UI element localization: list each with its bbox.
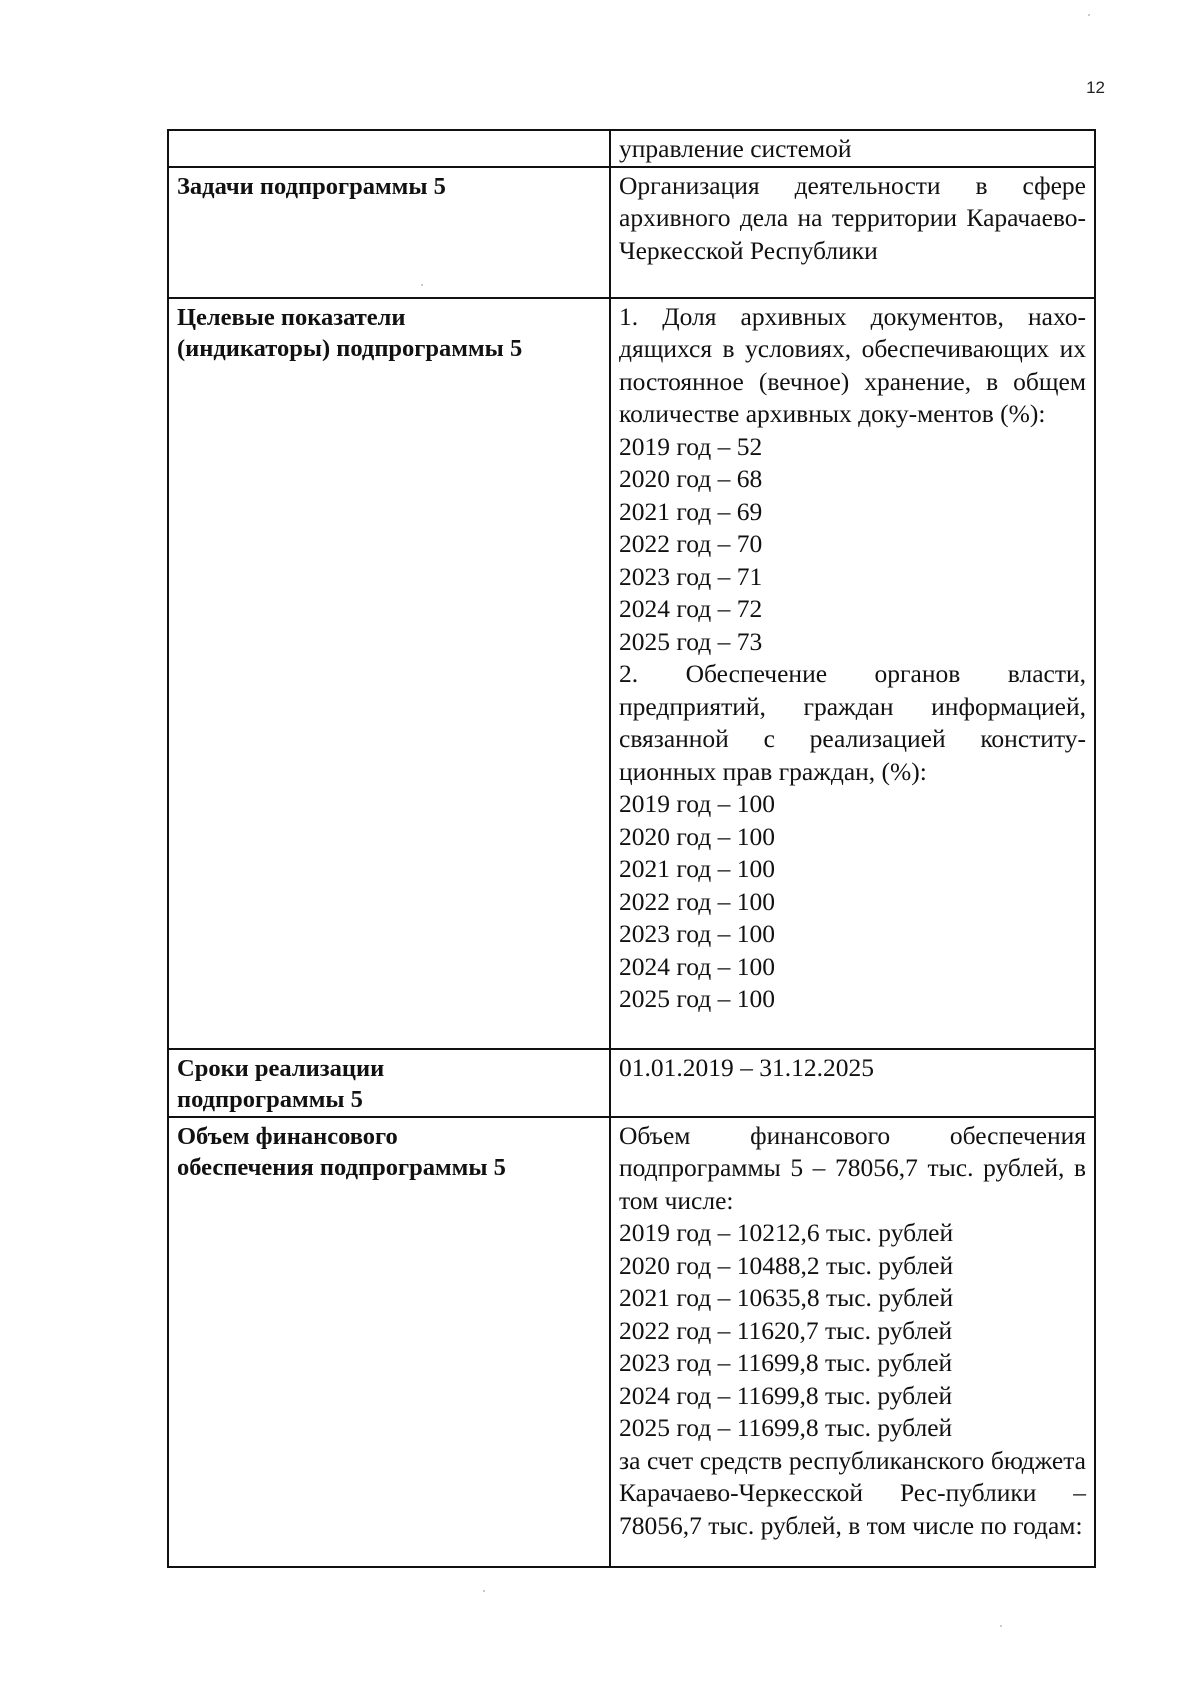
indicator-2-value: 2022 год – 100 bbox=[619, 886, 775, 916]
funding-year-value: 2025 год – 11699,8 тыс. рублей bbox=[619, 1413, 953, 1442]
scan-speck bbox=[1088, 14, 1090, 16]
row-label-cell bbox=[168, 1049, 610, 1117]
indicator-2-value: 2020 год – 100 bbox=[619, 821, 775, 851]
funding-year-value: 2021 год – 10635,8 тыс. рублей bbox=[619, 1283, 954, 1312]
row-content-cell bbox=[610, 298, 1095, 1049]
funding-budget-text: за счет средств республиканского бюджета Карачаево-Черкесской Рес-публики – 78056,7 тыс. рублей, в том числе по годам: bbox=[619, 1445, 1086, 1540]
page-number: 12 bbox=[1086, 78, 1105, 97]
row-label-cell bbox=[168, 298, 610, 1049]
indicator-1-text: 1. Доля архивных документов, нахо-дящихся в условиях, обеспечивающих их постоянное (вечное) хранение, в общем количестве архивных доку-ментов (%): bbox=[619, 301, 1086, 428]
row-label-cell bbox=[168, 130, 610, 167]
row-label: Объем финансового обеспечения подпрограммы 5 bbox=[177, 1122, 506, 1181]
row-content-cell bbox=[610, 1049, 1095, 1117]
indicator-2-value: 2024 год – 100 bbox=[619, 951, 775, 981]
scan-speck bbox=[1000, 1625, 1002, 1627]
row-content: Организация деятельности в сфере архивного дела на территории Карачаево-Черкесской Республики bbox=[619, 170, 1086, 265]
row-content-cell bbox=[610, 130, 1095, 167]
row-content bbox=[611, 1050, 1094, 1085]
row-content-cell bbox=[610, 167, 1095, 298]
table-row-target-indicators bbox=[168, 298, 1095, 1049]
funding-year-value: 2024 год – 11699,8 тыс. рублей bbox=[619, 1380, 953, 1410]
funding-year-value: 2019 год – 10212,6 тыс. рублей bbox=[619, 1218, 954, 1247]
row-label: Задачи подпрограммы 5 bbox=[177, 172, 446, 200]
indicator-1-value: 2020 год – 68 bbox=[619, 464, 763, 493]
row-content bbox=[611, 299, 1094, 1016]
row-content-cell bbox=[610, 1117, 1095, 1567]
row-content bbox=[611, 1118, 1094, 1543]
row-label-cell bbox=[168, 1117, 610, 1567]
indicator-1-value: 2023 год – 71 bbox=[619, 561, 763, 591]
indicator-2-value: 2019 год – 100 bbox=[619, 789, 775, 818]
indicator-1-value: 2025 год – 73 bbox=[619, 626, 763, 656]
funding-year-value: 2023 год – 11699,8 тыс. рублей bbox=[619, 1348, 953, 1377]
funding-intro-text: Объем финансового обеспечения подпрограммы 5 – 78056,7 тыс. рублей, в том числе: bbox=[619, 1120, 1086, 1215]
table-row-tasks bbox=[168, 167, 1095, 298]
row-content bbox=[611, 131, 1094, 166]
row-label: Целевые показатели (индикаторы) подпрограммы 5 bbox=[177, 303, 523, 362]
table-row-funding-volume bbox=[168, 1117, 1095, 1567]
row-label bbox=[169, 131, 541, 134]
scan-speck bbox=[421, 284, 423, 286]
period-value: 01.01.2019 – 31.12.2025 bbox=[619, 1052, 874, 1082]
indicator-1-value: 2019 год – 52 bbox=[619, 431, 763, 461]
indicator-2-value: 2021 год – 100 bbox=[619, 854, 775, 883]
indicator-2-value: 2025 год – 100 bbox=[619, 984, 775, 1013]
row-label-cell bbox=[168, 167, 610, 298]
table-row-continuation bbox=[168, 130, 1095, 167]
funding-year-value: 2020 год – 10488,2 тыс. рублей bbox=[619, 1250, 954, 1280]
indicator-1-value: 2022 год – 70 bbox=[619, 529, 763, 558]
indicator-2-value: 2023 год – 100 bbox=[619, 919, 775, 948]
indicator-1-value: 2021 год – 69 bbox=[619, 496, 763, 526]
indicator-1-value: 2024 год – 72 bbox=[619, 594, 763, 623]
subprogram-passport-table bbox=[167, 129, 1096, 1568]
indicator-2-text: 2. Обеспечение органов власти, предприятий, граждан информацией, связанной с реализацией конститу-ционных прав граждан, (%): bbox=[619, 659, 1086, 786]
content-line: управление системой bbox=[619, 134, 852, 163]
table-row-implementation-period bbox=[168, 1049, 1095, 1117]
funding-year-value: 2022 год – 11620,7 тыс. рублей bbox=[619, 1315, 953, 1345]
row-label: Сроки реализации подпрограммы 5 bbox=[177, 1054, 385, 1113]
scan-speck bbox=[483, 1590, 485, 1592]
